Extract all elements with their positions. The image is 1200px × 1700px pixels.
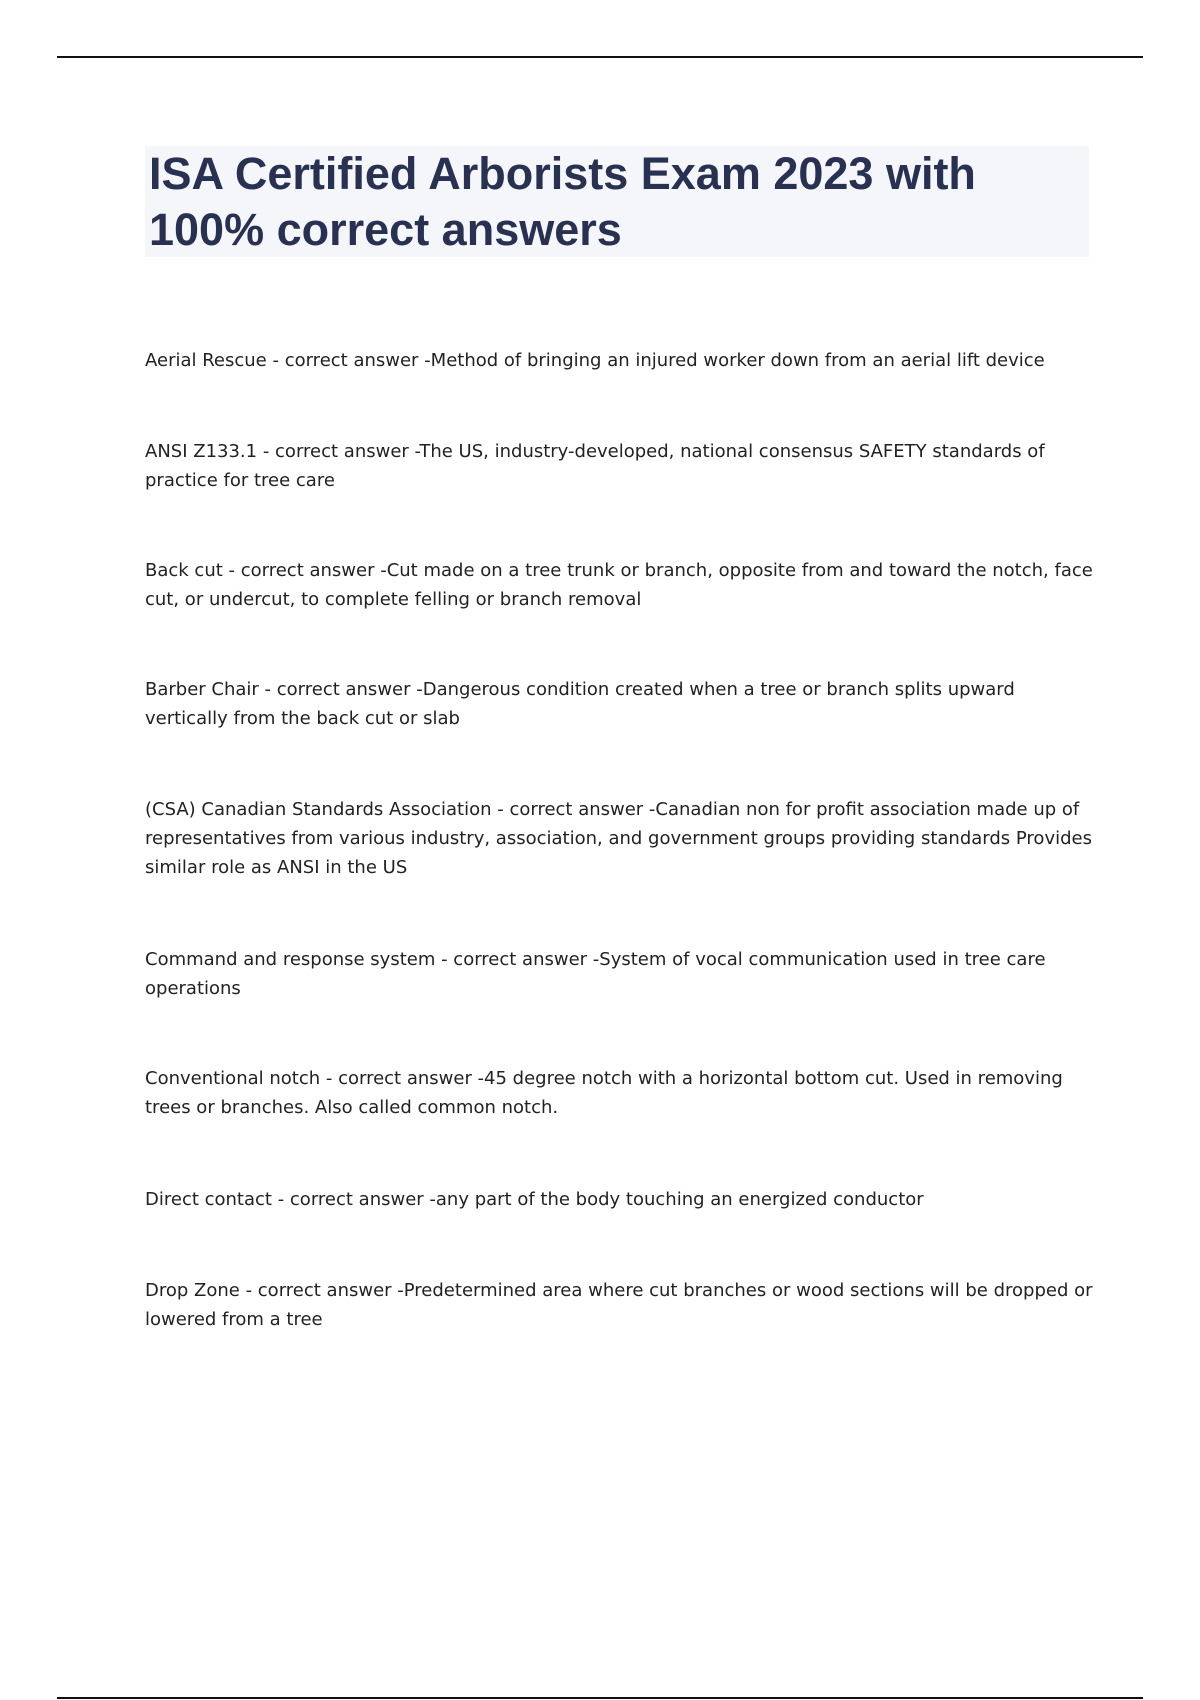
entry-direct-contact: Direct contact - correct answer -any part of the body touching an energized conductor <box>145 1189 924 1210</box>
entry-back-cut: Back cut - correct answer -Cut made on a tree trunk or branch, opposite from and toward the notch, face cut, or undercut, to complete felling or branch removal <box>145 560 1093 610</box>
bottom-rule <box>57 1697 1143 1699</box>
document-title: ISA Certified Arborists Exam 2023 with 100% correct answers <box>149 148 976 255</box>
entry-command-response: Command and response system - correct answer -System of vocal communication used in tree care operations <box>145 949 1046 999</box>
entry-barber-chair: Barber Chair - correct answer -Dangerous condition created when a tree or branch splits upward vertically from the back cut or slab <box>145 679 1015 729</box>
entry-csa: (CSA) Canadian Standards Association - correct answer -Canadian non for profit association made up of representatives from various industry, association, and government groups providing standards Provides similar role as ANSI in the US <box>145 799 1092 878</box>
top-rule <box>57 56 1143 58</box>
entry-aerial-rescue: Aerial Rescue - correct answer -Method of bringing an injured worker down from an aerial lift device <box>145 350 1045 371</box>
title-block <box>145 146 1089 257</box>
entry-conventional-notch: Conventional notch - correct answer -45 degree notch with a horizontal bottom cut. Used in removing trees or branches. Also called common notch. <box>145 1068 1063 1118</box>
entry-ansi-z133: ANSI Z133.1 - correct answer -The US, industry-developed, national consensus SAFETY standards of practice for tree care <box>145 441 1045 491</box>
entry-drop-zone: Drop Zone - correct answer -Predetermined area where cut branches or wood sections will be dropped or lowered from a tree <box>145 1280 1093 1330</box>
